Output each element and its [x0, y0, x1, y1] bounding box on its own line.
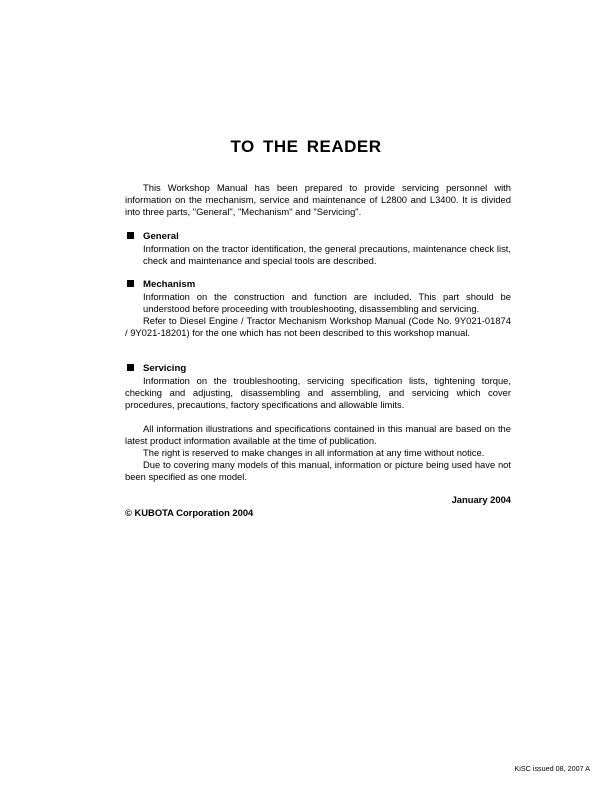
page-title: TO THE READER	[230, 137, 382, 156]
square-bullet-icon	[127, 280, 134, 287]
general-heading	[125, 231, 511, 243]
notes-section	[125, 423, 511, 483]
general-paragraph: Information on the tractor identification, the general precautions, maintenance check list, check and maintenance and special tools are described.	[143, 243, 511, 266]
servicing-heading-label: Servicing	[143, 363, 187, 374]
mechanism-paragraph-2: Refer to Diesel Engine / Tractor Mechanism Workshop Manual (Code No. 9Y021-01874 / 9Y021-18201) for the one which has not been described to this workshop manual.	[125, 315, 511, 338]
intro-section	[125, 182, 511, 218]
mechanism-paragraph	[125, 291, 511, 315]
square-bullet-icon	[127, 232, 134, 239]
general-section	[125, 231, 511, 267]
copyright-notice: © KUBOTA Corporation 2004	[125, 507, 254, 518]
mechanism-heading-label: Mechanism	[143, 279, 196, 290]
publication-date: January 2004	[451, 494, 511, 505]
servicing-paragraph: Information on the troubleshooting, servicing specification lists, tightening torque, checking and adjusting, disassembling and assembling, and servicing which cover procedures, precautions, factory specifications and allowable limits.	[125, 375, 511, 410]
note-paragraph: The right is reserved to make changes in all information at any time without notice.	[143, 447, 485, 458]
mechanism-text: Information on the construction and function are included. This part should be understood before proceeding with troubleshooting, disassembling and servicing.	[143, 291, 511, 314]
general-heading-label: General	[143, 231, 179, 242]
square-bullet-icon	[127, 364, 134, 371]
issue-footer: KiSC issued 08, 2007 A	[514, 764, 590, 773]
mechanism-section	[125, 279, 511, 339]
intro-paragraph: This Workshop Manual has been prepared to provide servicing personnel with information on the mechanism, service and maintenance of L2800 and L3400. It is divided into three parts, "General", "Mechanism" and "Servicing".	[125, 182, 511, 217]
note-paragraph: All information illustrations and specifications contained in this manual are based on the latest product information available at the time of publication.	[125, 423, 511, 446]
servicing-heading	[125, 363, 511, 375]
servicing-section	[125, 363, 511, 411]
mechanism-heading	[125, 279, 511, 291]
note-paragraph: Due to covering many models of this manual, information or picture being used have not been specified as one model.	[125, 459, 511, 482]
